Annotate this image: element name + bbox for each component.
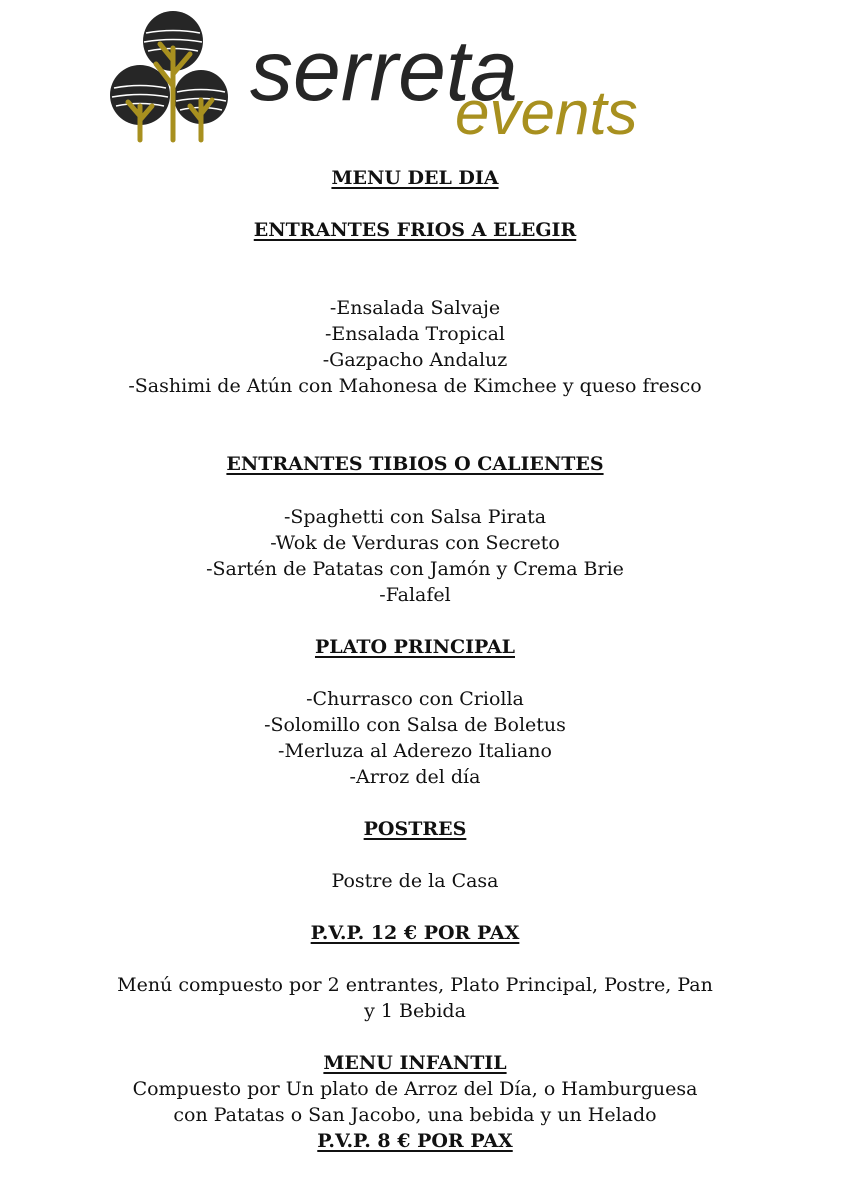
menu-item: -Wok de Verduras con Secreto bbox=[270, 532, 560, 554]
heading-entrantes-frios: ENTRANTES FRIOS A ELEGIR bbox=[253, 219, 577, 241]
menu-item: -Sartén de Patatas con Jamón y Crema Brie bbox=[206, 558, 624, 580]
heading-plato-principal: PLATO PRINCIPAL bbox=[314, 636, 515, 658]
menu-item: -Sashimi de Atún con Mahonesa de Kimchee y queso fresco bbox=[128, 375, 702, 397]
menu-title: MENU DEL DIA bbox=[331, 167, 499, 189]
menu-item: -Ensalada Salvaje bbox=[329, 297, 501, 319]
heading-postres: POSTRES bbox=[363, 818, 467, 840]
infantil-price: P.V.P. 8 € POR PAX bbox=[317, 1130, 513, 1152]
heading-entrantes-calientes: ENTRANTES TIBIOS O CALIENTES bbox=[226, 453, 604, 475]
infantil-description: Compuesto por Un plato de Arroz del Día, o Hamburguesa bbox=[132, 1078, 698, 1100]
menu-item: -Merluza al Aderezo Italiano bbox=[278, 740, 552, 762]
serreta-events-logo bbox=[100, 8, 760, 148]
menu-item: -Solomillo con Salsa de Boletus bbox=[264, 714, 566, 736]
menu-description: y 1 Bebida bbox=[364, 1000, 466, 1022]
menu-item: -Ensalada Tropical bbox=[324, 323, 506, 345]
brand-name: serreta bbox=[250, 23, 518, 119]
menu-item: -Falafel bbox=[379, 584, 451, 606]
heading-menu-infantil: MENU INFANTIL bbox=[323, 1052, 507, 1074]
menu-item: -Spaghetti con Salsa Pirata bbox=[283, 506, 547, 528]
menu-item: -Gazpacho Andaluz bbox=[322, 349, 508, 371]
brand-subname: events bbox=[455, 79, 638, 148]
menu-description: Menú compuesto por 2 entrantes, Plato Principal, Postre, Pan bbox=[117, 974, 713, 996]
menu-item: -Churrasco con Criolla bbox=[306, 688, 524, 710]
menu-item: -Arroz del día bbox=[349, 766, 481, 788]
infantil-description: con Patatas o San Jacobo, una bebida y un Helado bbox=[173, 1104, 657, 1126]
trees-icon bbox=[110, 11, 228, 140]
menu-item: Postre de la Casa bbox=[331, 870, 499, 892]
menu-price: P.V.P. 12 € POR PAX bbox=[310, 922, 520, 944]
